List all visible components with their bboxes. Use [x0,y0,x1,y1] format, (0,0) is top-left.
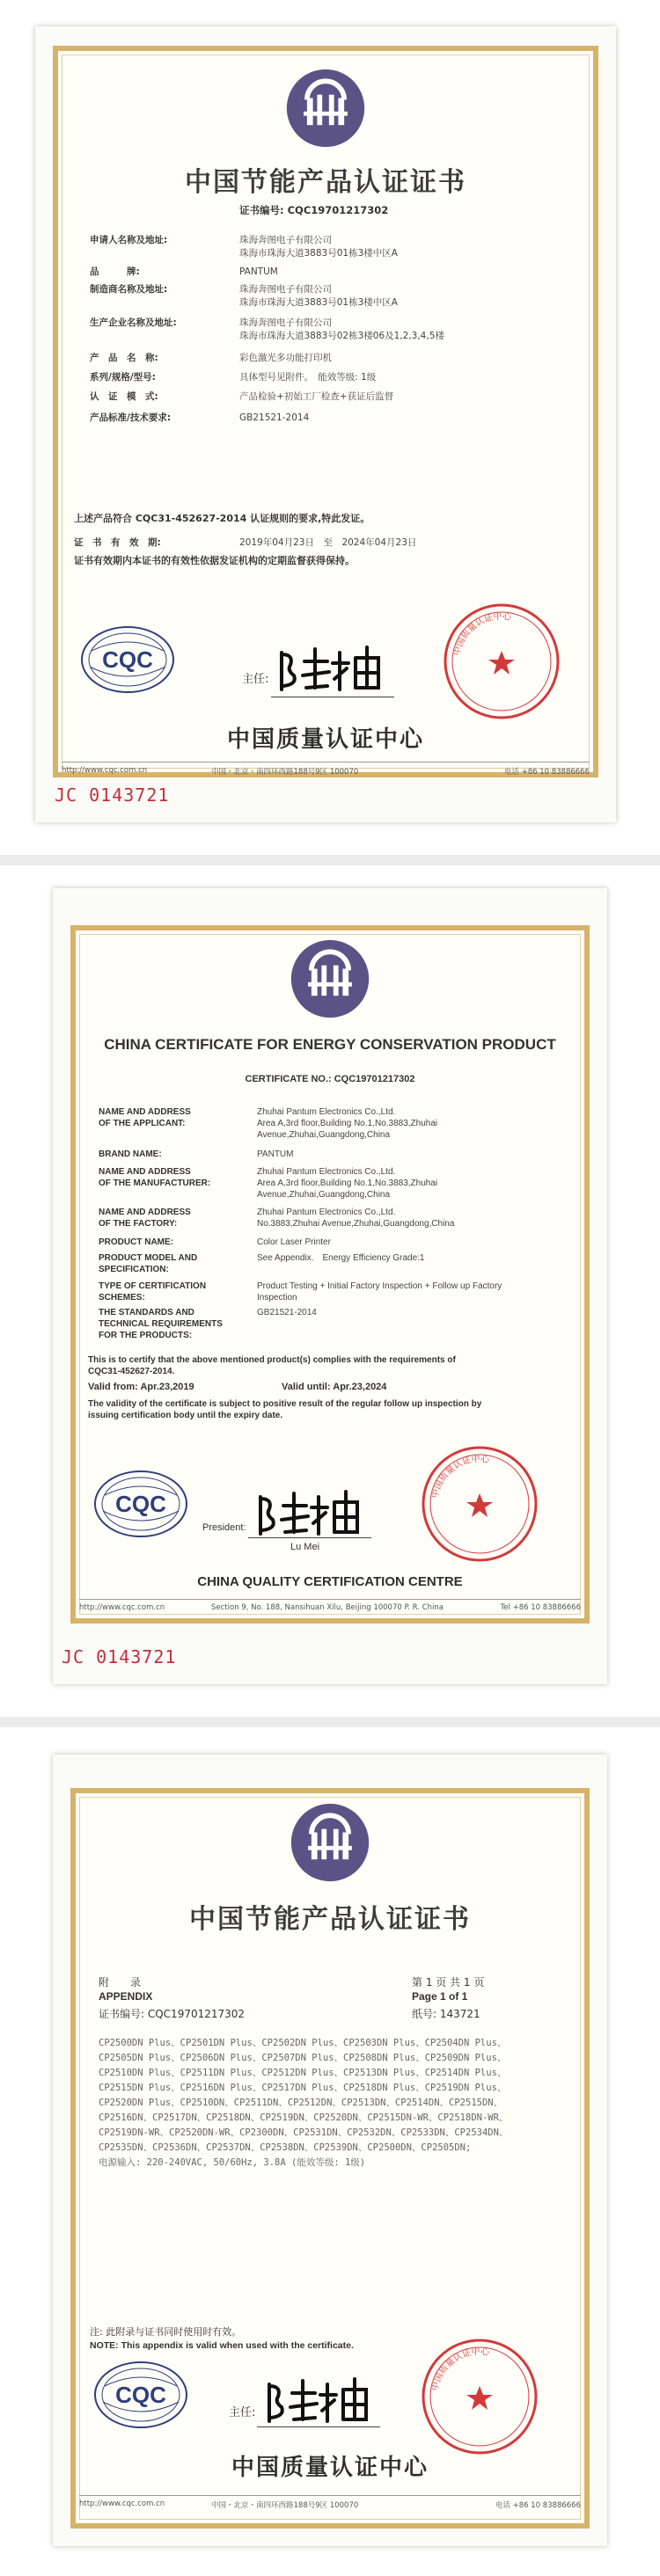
signature-line [257,2426,380,2427]
certification-centre-name: 中国质量认证中心 [231,2455,429,2481]
field-label: THE STANDARDS AND TECHNICAL REQUIREMENTS FOR THE PRODUCTS: [99,1308,223,1340]
certification-logo-icon [288,937,372,1021]
field-value: Zhuhai Pantum Electronics Co.,Ltd. Area A,3rd floor,Building No.1,No.3883,Zhuhai Avenue,Zhuhai,Guangdong,China [257,1107,438,1140]
footer-address: 中国・北京・南四环西路188号9区 100070 [211,768,359,777]
footer-website: http://www.cqc.com.cn [79,2499,165,2508]
field-value: 具体型号见附件。 能效等级: 1级 [239,372,377,383]
official-seal-icon [440,600,563,723]
certification-centre-name: CHINA QUALITY CERTIFICATION CENTRE [197,1574,463,1589]
president-label: President: [202,1522,246,1533]
page-separator [0,1717,660,1727]
cqc-logo-icon [92,1469,189,1539]
field-label: 系列/规格/型号: [90,372,156,383]
field-label: NAME AND ADDRESS OF THE APPLICANT: [99,1107,191,1128]
serial-number: JC 0143721 [62,1646,177,1667]
field-label: 产品标准/技术要求: [90,412,172,423]
field-value: See Appendix. Energy Efficiency Grade:1 [257,1253,425,1263]
field-label: 认 证 模 式: [90,391,158,402]
svg-text:中国质量认证中心: 中国质量认证中心 [430,2346,490,2392]
cqc-logo-icon [92,2360,189,2430]
footer-website: http://www.cqc.com.cn [62,766,148,775]
field-value: PANTUM [239,266,278,277]
validity-note: 证书有效期内本证书的有效性依据发证机构的定期监督获得保持。 [74,555,355,566]
field-label: PRODUCT NAME: [99,1237,173,1247]
president-name: Lu Mei [290,1542,320,1552]
field-value: 彩色激光多功能打印机 [239,353,332,363]
conformity-statement: This is to certify that the above mentioned product(s) complies with the requirements of CQC31-452627-2014. [88,1355,456,1376]
field-label: 制造商名称及地址: [90,284,168,295]
certificate-page-en [53,888,607,1684]
model-line: CP2500DN Plus、CP2501DN Plus、CP2502DN Plus、CP2503DN Plus、CP2504DN Plus、 [99,2038,507,2048]
appendix-page-cn: 第 1 页 共 1 页 [412,1976,485,1989]
certificate-number: CERTIFICATE NO.: CQC19701217302 [245,1074,415,1084]
appendix-cert-number: 证书编号: CQC19701217302 [99,2008,246,2020]
cqc-logo-icon [79,624,176,695]
official-seal-icon [418,1442,541,1565]
model-line: CP2505DN Plus、CP2506DN Plus、CP2507DN Plus、CP2508DN Plus、CP2509DN Plus、 [99,2053,507,2063]
svg-text:CQC: CQC [102,646,153,673]
model-line: 电源输入: 220-240VAC, 50/60Hz, 3.8A (能效等级: 1级) [99,2157,366,2168]
field-value: GB21521-2014 [257,1308,317,1317]
certification-centre-name: 中国质量认证中心 [226,726,424,753]
field-value: 珠海奔图电子有限公司 [239,317,332,328]
svg-text:中国质量认证中心: 中国质量认证中心 [452,611,512,657]
field-label: TYPE OF CERTIFICATION SCHEMES: [99,1281,207,1303]
field-value: GB21521-2014 [239,412,310,423]
field-value: 珠海奔图电子有限公司 [239,235,332,245]
field-value: 珠海奔图电子有限公司 [239,284,332,295]
appendix-label-cn: 附 录 [99,1976,142,1989]
footer-phone: Tel +86 10 83886666 [500,1603,581,1612]
field-label: NAME AND ADDRESS OF THE MANUFACTURER: [99,1167,211,1188]
president-label: 主任: [242,673,269,686]
field-label: PRODUCT MODEL AND SPECIFICATION: [99,1253,198,1274]
certificate-title: 中国节能产品认证证书 [189,1904,471,1935]
valid-from: Valid from: Apr.23,2019 [88,1382,194,1392]
field-label: NAME AND ADDRESS OF THE FACTORY: [99,1208,191,1229]
field-label: BRAND NAME: [99,1149,162,1159]
certificate-title: 中国节能产品认证证书 [185,167,466,198]
field-label: 申请人名称及地址: [90,235,168,245]
certificate-title: CHINA CERTIFICATE FOR ENERGY CONSERVATION PRODUCT [104,1036,556,1053]
validity-label: 证 书 有 效 期: [74,537,161,548]
field-value-address: 珠海市珠海大道3883号01栋3楼中区A [239,248,398,259]
certificate-footer [79,2495,581,2512]
svg-text:CQC: CQC [115,1491,166,1517]
field-value: Zhuhai Pantum Electronics Co.,Ltd. No.3883,Zhuhai Avenue,Zhuhai,Guangdong,China [257,1208,455,1229]
appendix-label-en: APPENDIX [99,1990,153,2003]
footer-phone: 电话 +86 10 83886666 [503,768,590,777]
appendix-doc-number: 纸号: 143721 [412,2008,480,2020]
page-separator [0,855,660,865]
serial-number: JC 0143721 [55,784,170,806]
certificate-footer [79,1599,581,1616]
footer-website: http://www.cqc.com.cn [79,1603,165,1612]
president-label: 主任: [229,2406,256,2419]
certificate-footer [62,762,590,778]
validity-value: 2019年04月23日 至 2024年04月23日 [239,537,417,548]
model-line: CP2520DN Plus、CP2510DN、CP2511DN、CP2512DN、CP2513DN、CP2514DN、CP2515DN、 [99,2098,503,2108]
certificate-number: 证书编号: CQC19701217302 [239,204,389,216]
field-value: PANTUM [257,1149,294,1159]
svg-text:中国质量认证中心: 中国质量认证中心 [430,1454,490,1500]
validity-note: The validity of the certificate is subject to positive result of the regular follow up inspection by issuing certification body until the expiry date. [88,1399,482,1420]
footer-phone: 电话 +86 10 83886666 [495,2501,581,2510]
footer-address: Section 9, No. 188, Nansihuan Xilu, Beijing 100070 P. R. China [211,1603,444,1612]
model-line: CP2515DN Plus、CP2516DN Plus、CP2517DN Plus、CP2518DN Plus、CP2519DN Plus、 [99,2083,507,2093]
field-value: Color Laser Printer [257,1237,331,1247]
appendix-note-cn: 注: 此附录与证书同时使用时有效。 [90,2326,242,2338]
field-value-address: 珠海市珠海大道3883号01栋3楼中区A [239,297,398,308]
certification-logo-icon [283,66,368,150]
field-value-address: 珠海市珠海大道3883号02栋3楼06及1,2,3,4,5楼 [239,331,444,341]
model-line: CP2535DN、CP2536DN、CP2537DN、CP2538DN、CP2539DN、CP2500DN、CP2505DN; [99,2142,472,2153]
field-label: 品 牌: [90,266,140,277]
president-signature-icon [262,2367,377,2428]
svg-text:CQC: CQC [115,2382,166,2408]
president-signature-icon [253,1479,368,1541]
field-value: Product Testing + Initial Factory Inspection + Follow up Factory Inspection [257,1281,502,1303]
signature-line [248,1537,371,1538]
appendix-note-en: NOTE: This appendix is valid when used with the certificate. [90,2340,354,2351]
model-list [99,2036,574,2171]
field-label: 生产企业名称及地址: [90,317,177,328]
president-signature-icon [275,635,389,697]
conformity-statement: 上述产品符合 CQC31-452627-2014 认证规则的要求,特此发证。 [74,513,370,524]
footer-address: 中国・北京・南四环西路188号9区 100070 [211,2501,359,2510]
valid-until: Valid until: Apr.23,2024 [282,1382,387,1392]
model-line: CP2516DN、CP2517DN、CP2518DN、CP2519DN、CP2520DN、CP2515DN-WR、CP2518DN-WR、 [99,2113,509,2123]
certificate-page-cn [35,26,616,822]
appendix-page [53,1755,607,2546]
field-label: 产 品 名 称: [90,353,158,363]
model-line: CP2519DN-WR、CP2520DN-WR、CP2300DN、CP2531DN、CP2532DN、CP2533DN、CP2534DN、 [99,2127,509,2138]
certification-logo-icon [288,1800,372,1885]
appendix-page-en: Page 1 of 1 [412,1990,468,2003]
model-line: CP2510DN Plus、CP2511DN Plus、CP2512DN Plus、CP2513DN Plus、CP2514DN Plus、 [99,2068,507,2078]
field-value: 产品检验+初始工厂检查+获证后监督 [239,391,394,402]
official-seal-icon [418,2335,541,2458]
field-value: Zhuhai Pantum Electronics Co.,Ltd. Area A,3rd floor,Building No.1,No.3883,Zhuhai Avenue,Zhuhai,Guangdong,China [257,1167,438,1200]
